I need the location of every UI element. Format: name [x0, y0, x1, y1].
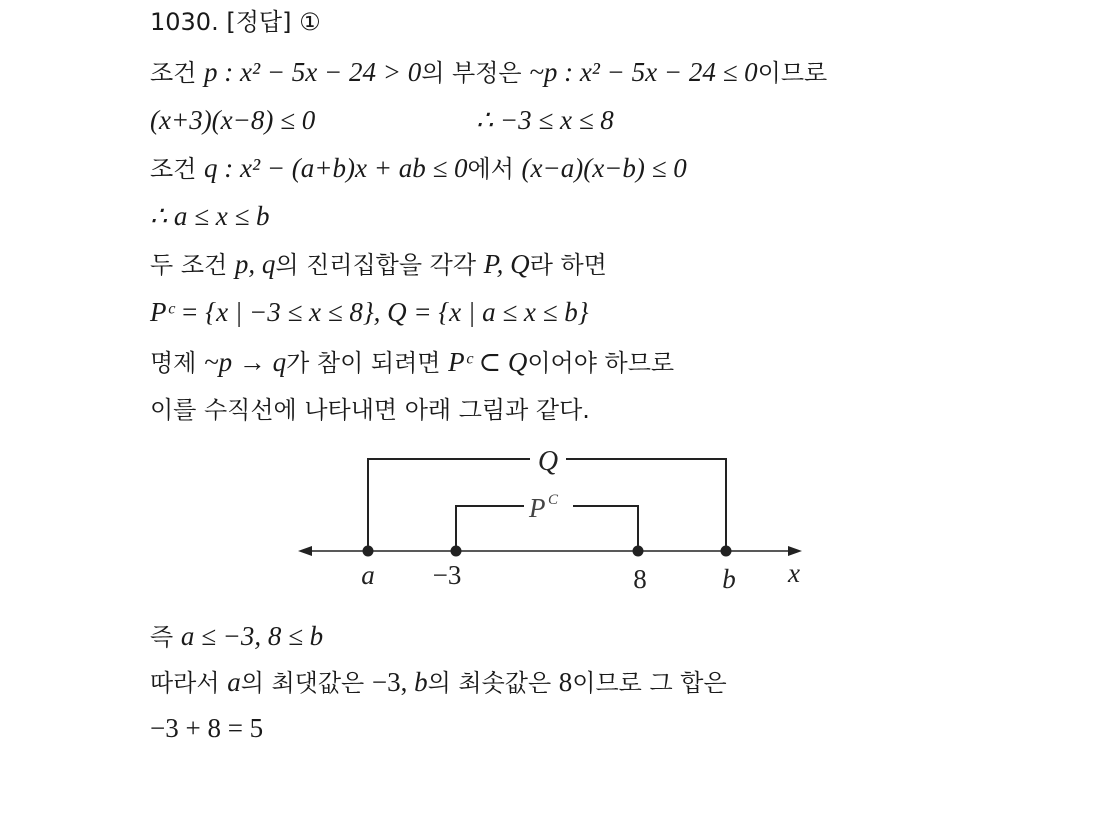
- subset-relation: Pᶜ ⊂ Q: [448, 347, 528, 377]
- text-therefore: 이므로: [757, 59, 828, 87]
- set-definitions-line: [150, 296, 589, 329]
- pc-bracket-right: [573, 506, 638, 551]
- ab-conditions: a ≤ −3, 8 ≤ b: [180, 621, 324, 651]
- proposition-implication: ~p → q: [204, 347, 287, 377]
- factored-inequality: (x+3)(x−8) ≤ 0: [150, 105, 316, 135]
- condition-q-line: [150, 152, 687, 185]
- figure-intro: 이를 수직선에 나타내면 아래 그림과 같다.: [150, 396, 590, 424]
- point-a: [363, 546, 374, 557]
- point-minus3: [451, 546, 462, 557]
- tick-label-a: a: [361, 560, 375, 590]
- final-sum: −3 + 8 = 5: [150, 713, 264, 743]
- problem-number: 1030.: [150, 8, 219, 36]
- factored-q: (x−a)(x−b) ≤ 0: [521, 153, 687, 183]
- text-thus: 따라서: [150, 669, 228, 697]
- axis-label-x: x: [788, 558, 800, 588]
- text-must-be: 이어야 하므로: [527, 349, 675, 377]
- q-range: ∴ a ≤ x ≤ b: [150, 201, 270, 231]
- text-let: 라 하면: [529, 251, 607, 279]
- truth-set-line: [150, 248, 607, 281]
- text-that-is: 즉: [150, 623, 181, 651]
- condition-not-p: ~p : x² − 5x − 24 ≤ 0: [529, 57, 758, 87]
- factored-line: [150, 104, 614, 137]
- axis-left-arrow: [298, 546, 312, 556]
- extrema-line: [150, 666, 727, 699]
- axis-right-arrow: [788, 546, 802, 556]
- text-sum-is: 이므로 그 합은: [572, 669, 727, 697]
- tick-label-b: b: [722, 564, 736, 594]
- condition-p: p : x² − 5x − 24 > 0: [204, 57, 422, 87]
- pc-bracket-left: [456, 506, 524, 551]
- figure-intro-line: [150, 394, 590, 426]
- set-definitions: Pᶜ = {x | −3 ≤ x ≤ 8}, Q = {x | a ≤ x ≤ b}: [150, 297, 589, 327]
- point-8: [633, 546, 644, 557]
- point-b: [721, 546, 732, 557]
- tick-label-8: 8: [633, 564, 647, 594]
- number-line-figure: [290, 432, 810, 597]
- text-condition: 조건: [150, 59, 204, 87]
- condition-q: q : x² − (a+b)x + ab ≤ 0: [204, 153, 468, 183]
- text-max-value: 의 최댓값은: [240, 669, 372, 697]
- final-sum-line: [150, 712, 263, 745]
- text-negation: 의 부정은: [421, 59, 530, 87]
- value-minus3: −3,: [371, 667, 415, 697]
- text-min-value: 의 최솟값은: [427, 669, 559, 697]
- value-8: 8: [558, 667, 573, 697]
- text-true-condition: 가 참이 되려면: [286, 349, 449, 377]
- negation-line: [150, 56, 827, 89]
- problem-header: [150, 6, 321, 38]
- answer-tag: [정답]: [226, 8, 292, 36]
- text-proposition: 명제: [150, 349, 204, 377]
- label-p: P: [529, 493, 546, 523]
- var-b: b: [414, 667, 428, 697]
- number-line-svg: [290, 432, 810, 597]
- text-condition: 조건: [150, 155, 204, 183]
- q-range-line: [150, 200, 270, 233]
- proposition-line: [150, 346, 674, 379]
- sets-PQ: P, Q: [483, 249, 530, 279]
- conclusion-range-line: [150, 620, 323, 653]
- label-q: Q: [537, 446, 559, 477]
- text-truth-sets: 의 진리집합을 각각: [275, 251, 484, 279]
- answer-choice: ①: [299, 8, 321, 36]
- var-a: a: [227, 667, 241, 697]
- conditions-pq: p, q: [234, 249, 276, 279]
- label-p-superscript: C: [548, 492, 559, 508]
- tick-label-minus3: −3: [432, 560, 462, 590]
- solution-range: ∴ −3 ≤ x ≤ 8: [476, 105, 614, 135]
- text-two-conditions: 두 조건: [150, 251, 235, 279]
- text-from: 에서: [467, 155, 522, 183]
